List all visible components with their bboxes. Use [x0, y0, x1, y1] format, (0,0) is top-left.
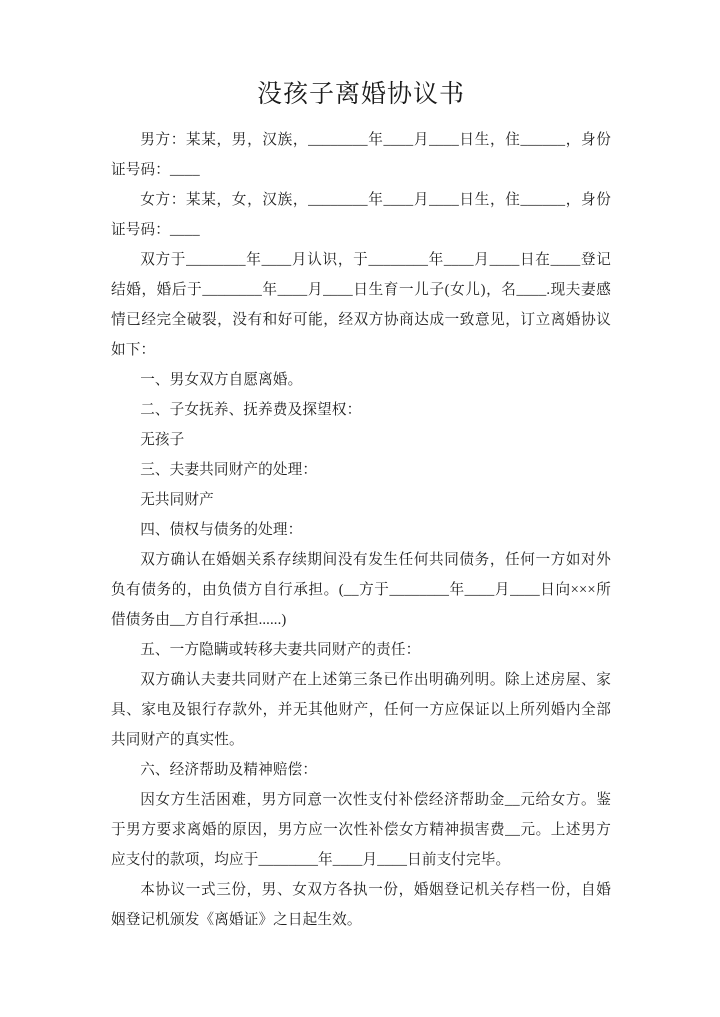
closing-copies-and-effect: 本协议一式三份，男、女双方各执一份，婚姻登记机关存档一份，自婚姻登记机颁发《离婚证》之日起生效。 [111, 882, 611, 928]
page-title: 没孩子离婚协议书 [256, 81, 465, 108]
document-text-column [111, 0, 611, 935]
paragraph-marriage-background: 双方于________年____月认识，于________年____月____日在____登记结婚，婚后于________年____月____日生育一儿子(女儿)，名____.现夫妻感情已经完全破裂，没有和好可能，经双方协商达成一致意见，订立离婚协议如下： [111, 252, 611, 358]
clause-3-heading-property: 三、夫妻共同财产的处理： [140, 462, 318, 478]
paragraph-husband-info: 男方：某某，男，汉族，________年____月____日生，住______，身份证号码：____ [111, 132, 611, 178]
clause-2-heading-custody: 二、子女抚养、抚养费及探望权： [140, 402, 362, 418]
clause-6-heading-financial-aid: 六、经济帮助及精神赔偿： [140, 762, 318, 778]
clause-1-voluntary-divorce: 一、男女双方自愿离婚。 [140, 372, 303, 388]
paragraph-wife-info: 女方：某某，女，汉族，________年____月____日生，住______，身份证号码：____ [111, 192, 611, 238]
clause-6-body-financial-aid: 因女方生活困难，男方同意一次性支付补偿经济帮助金__元给女方。鉴于男方要求离婚的原因，男方应一次性补偿女方精神损害费__元。上述男方应支付的款项，均应于________年____月____日前支付完毕。 [111, 792, 611, 868]
clause-2-body-no-children: 无孩子 [140, 432, 185, 448]
clause-3-body-no-joint-property: 无共同财产 [140, 492, 214, 508]
clause-5-heading-concealment: 五、一方隐瞒或转移夫妻共同财产的责任： [140, 642, 421, 658]
clause-4-body-debts: 双方确认在婚姻关系存续期间没有发生任何共同债务，任何一方如对外负有债务的，由负债方自行承担。(__方于________年____月____日向×××所借债务由__方自行承担......) [111, 552, 611, 628]
clause-5-body-concealment: 双方确认夫妻共同财产在上述第三条已作出明确列明。除上述房屋、家具、家电及银行存款外，并无其他财产，任何一方应保证以上所列婚内全部共同财产的真实性。 [111, 672, 611, 748]
clause-4-heading-debts: 四、债权与债务的处理： [140, 522, 303, 538]
